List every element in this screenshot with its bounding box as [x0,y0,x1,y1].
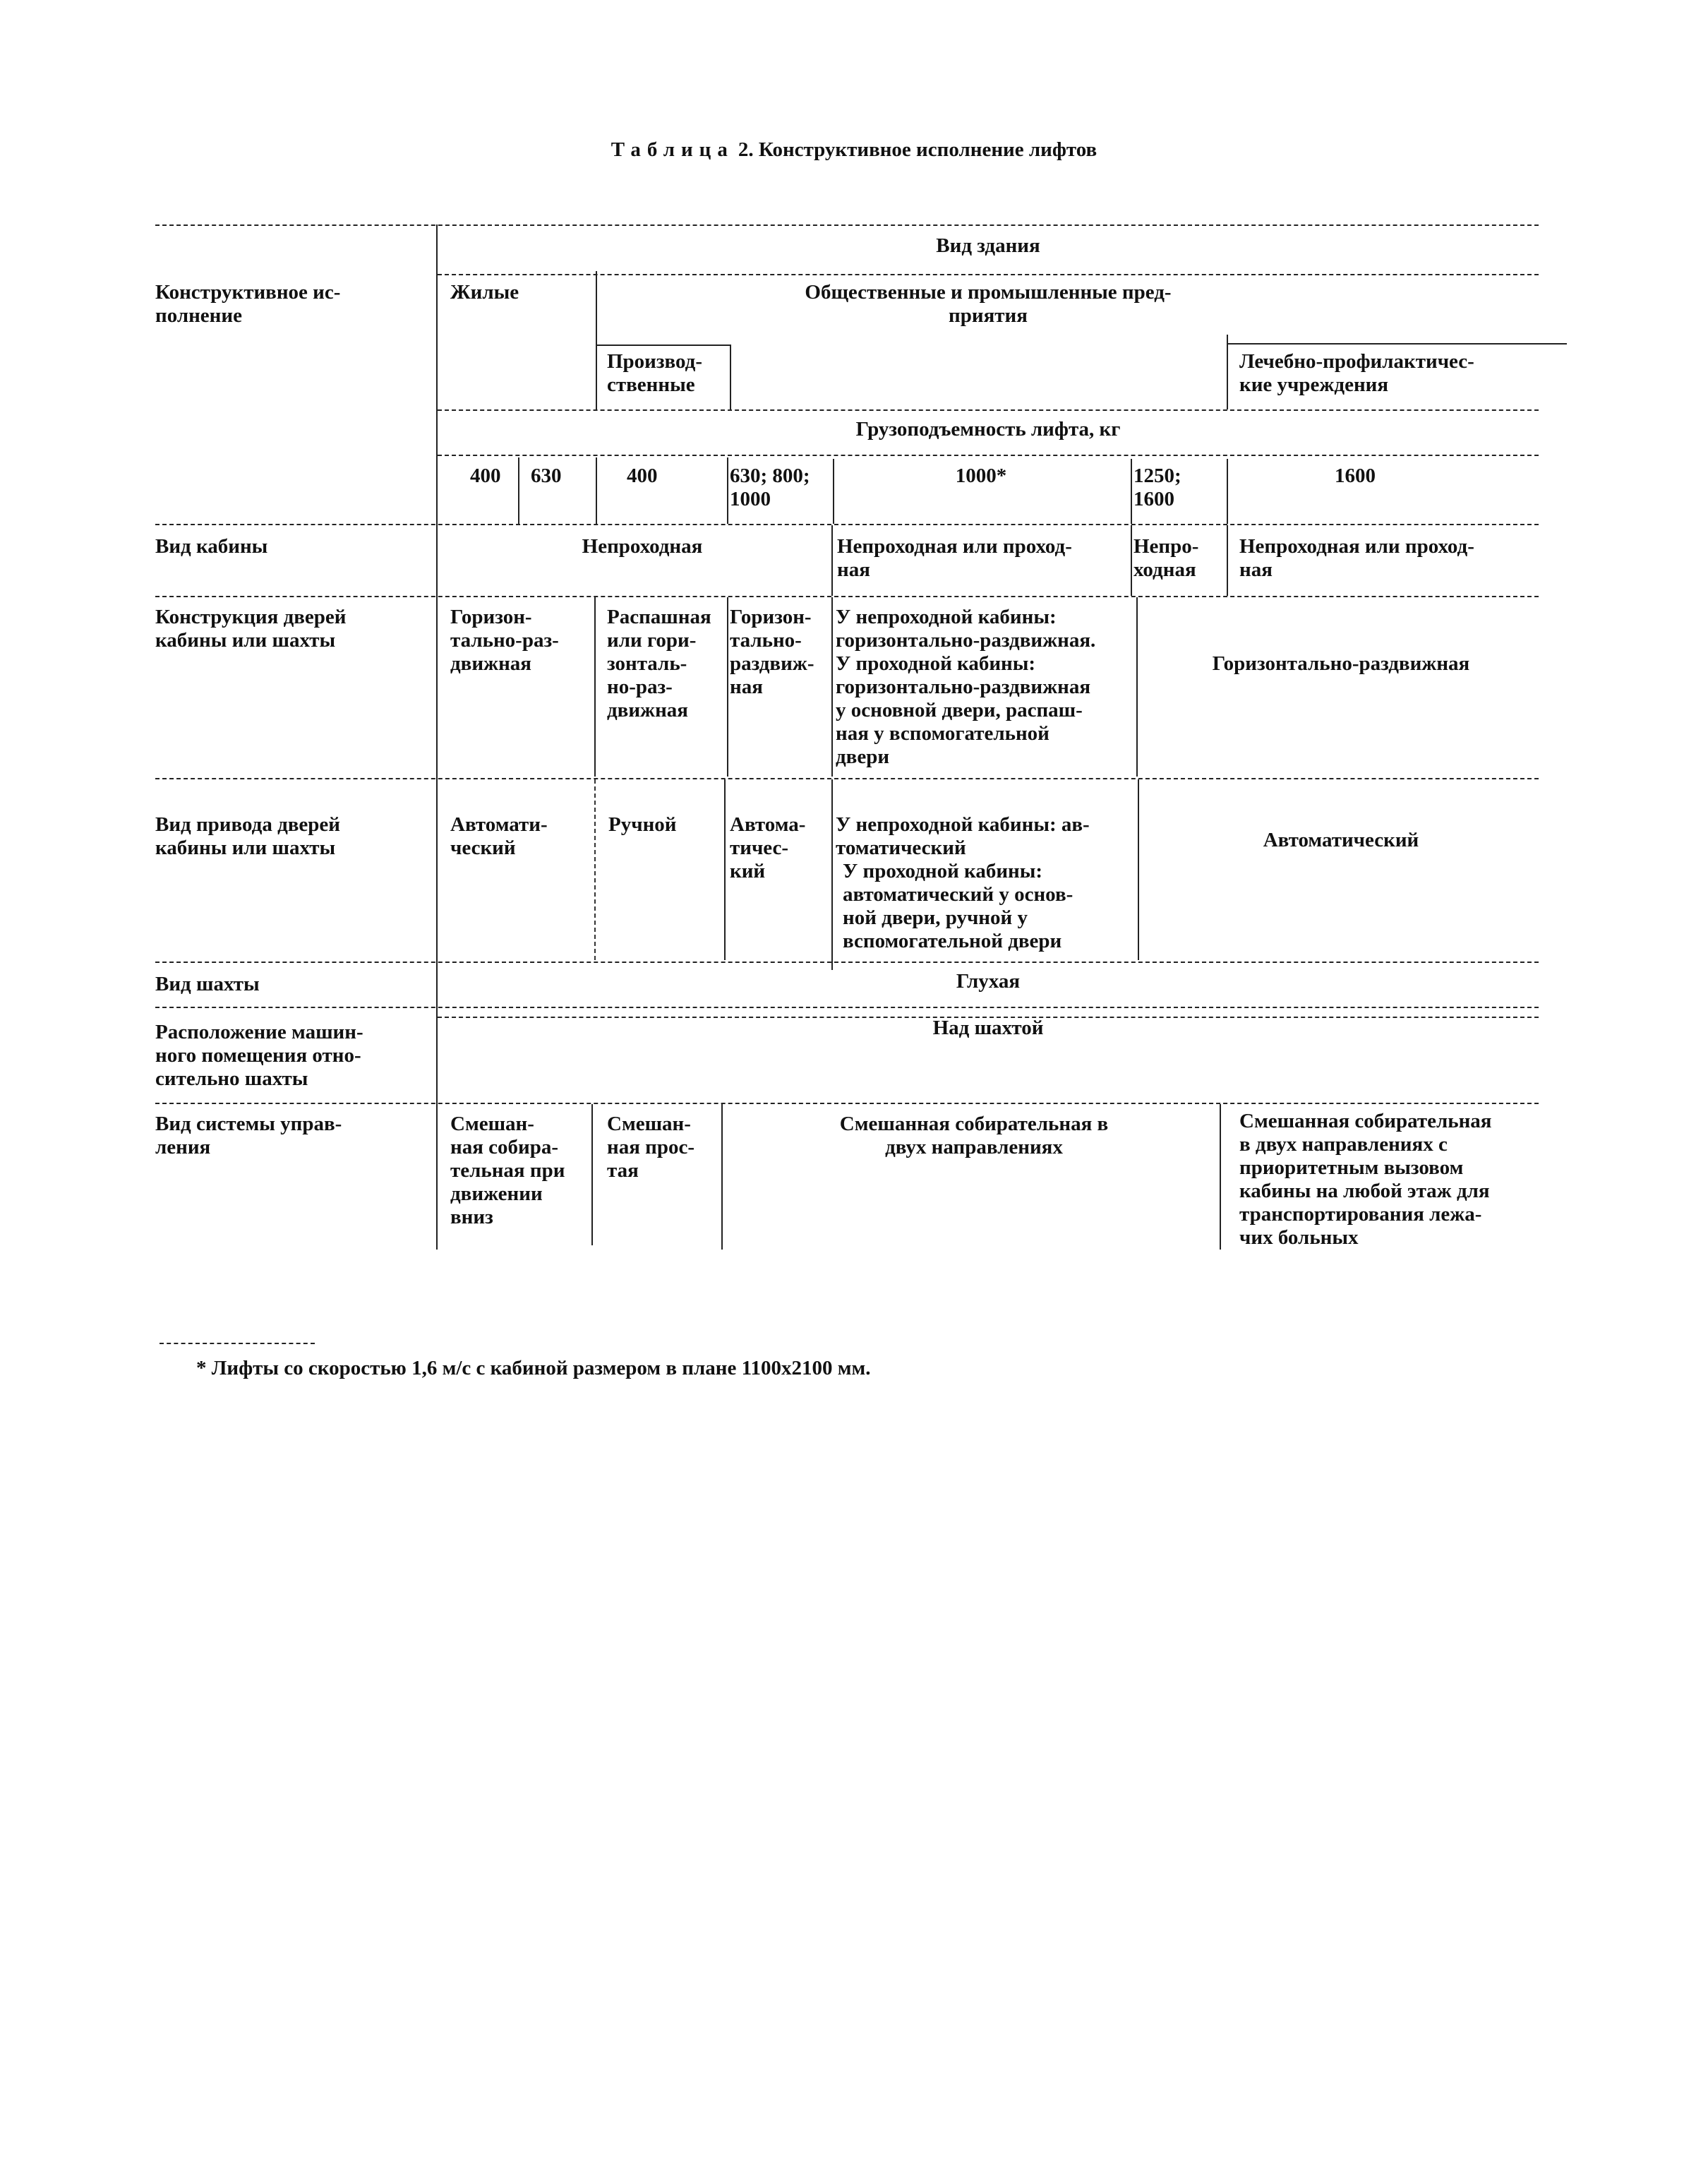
cell-upravl-obshch [734,1113,1214,1159]
cell-privod-1250-1600: Автоматический [1263,829,1419,851]
footnote: * Лифты со скоростью 1,6 м/с с кабиной размером в плане 1100х2100 мм. [196,1357,871,1379]
header-vid-zdaniya: Вид здания [936,234,1040,257]
header-obshchestvennye-line2: приятия [949,304,1028,327]
row-label-konstruktsiya-dverei-line2: кабины или шахты [155,629,336,652]
header-lechebnye-line1: Лечебно-профилактичес- [1239,350,1474,373]
row-label-sistema-upravleniya [155,1113,342,1159]
rule-cap-3 [727,457,728,524]
cell-dveri-630-line4: ная [730,676,763,698]
cell-privod-zhilye-line1: Автомати- [450,813,548,836]
header-obshchestvennye [734,281,1242,328]
cell-dveri-630-line1: Горизон- [730,606,812,628]
header-gruzopodemnost: Грузоподъемность лифта, кг [855,418,1121,441]
capacity-630-zhilye: 630 [531,465,562,487]
cell-dveri-zhilye [450,606,559,676]
row-label-sistema-upravleniya-line2: ления [155,1136,211,1158]
row-label-konstruktsiya-dverei [155,606,347,652]
rule-proizv-right [730,345,731,409]
cell-dveri-proizv-line1: Распашная [607,606,711,628]
capacity-400-zhilye: 400 [470,465,501,487]
cell-upravl-lechebnye-line6: чих больных [1239,1226,1359,1249]
cell-privod-zhilye [450,813,548,860]
capacity-1250-1600 [1133,465,1181,511]
cell-privod-1000 [836,813,1090,953]
rule-row-upravl [155,1103,1539,1104]
row-label-raspolozhenie [155,1021,363,1091]
rule-top [155,224,1539,226]
cell-upravl-proizv-line2: ная прос- [607,1136,695,1158]
cell-upravl-obshch-line2: двух направлениях [885,1136,1063,1158]
rule-kab-2 [1131,525,1132,596]
cell-upravl-zhilye-line2: ная собира- [450,1136,559,1158]
cell-shakhta-glukhaya: Глухая [956,970,1021,993]
rule-row-kabina [155,596,1539,597]
cell-privod-1000-line1: У непроходной кабины: ав- [836,813,1090,836]
cell-kabina-neprokh-ili-prokh-2 [1239,535,1474,582]
capacity-400-proizv: 400 [627,465,658,487]
row-label-raspolozhenie-line1: Расположение машин- [155,1021,363,1043]
rule-cap-4 [833,459,834,524]
cell-privod-1000-line3: У проходной кабины: [843,860,1043,882]
cell-dveri-proizv-line4: но-раз- [607,676,673,698]
cell-upravl-zhilye-line4: движении [450,1182,543,1205]
capacity-1600: 1600 [1335,465,1376,487]
row-label-sistema-upravleniya-line1: Вид системы управ- [155,1113,342,1135]
cell-raspolozhenie-nad-shakhtoi: Над шахтой [932,1017,1044,1039]
rule-label-column [436,224,438,1250]
rule-kab-3 [1227,525,1228,596]
rule-cap-6 [1227,459,1228,524]
cell-dveri-1000-line1: У непроходной кабины: [836,606,1057,628]
footnote-rule [160,1343,315,1344]
cell-dveri-1000-line3: У проходной кабины: [836,652,1036,675]
header-zhilye: Жилые [450,281,519,304]
cell-dveri-proizv-line5: движная [607,699,688,721]
cell-dveri-1000-line4: горизонтально-раздвижная [836,676,1091,698]
rule-up-3 [1220,1104,1221,1250]
cell-kabina-neprokhodnaya-short-line2: ходная [1133,558,1196,581]
cell-upravl-lechebnye-line2: в двух направлениях с [1239,1133,1448,1156]
rule-header-2b [1227,343,1567,345]
row-label-vid-privoda-line1: Вид привода дверей [155,813,340,836]
rule-pr-2 [724,779,726,960]
cell-kabina-neprokh-ili-prokh-2-line2: ная [1239,558,1273,581]
rule-pr-3 [831,779,833,970]
capacity-1250-1600-line2: 1600 [1133,488,1174,510]
cell-dveri-proizv [607,606,711,722]
cell-upravl-zhilye-line1: Смешан- [450,1113,534,1135]
cell-kabina-neprokhodnaya: Непроходная [582,535,703,558]
rule-dv-4 [1136,597,1138,777]
row-label-raspolozhenie-line3: сительно шахты [155,1067,308,1090]
rule-cap-5 [1131,459,1132,524]
rule-lechebn-left [1227,335,1228,409]
cell-dveri-1250-1600: Горизонтально-раздвижная [1212,652,1470,675]
cell-dveri-1000-line6: ная у вспомогательной [836,722,1050,745]
cell-upravl-zhilye-line3: тельная при [450,1159,565,1182]
header-proizvodstvennye [607,350,702,397]
row-label-vid-kabiny: Вид кабины [155,535,268,558]
cell-privod-zhilye-line2: ческий [450,837,516,859]
rule-header-1 [438,274,1539,275]
cell-kabina-neprokh-ili-prokh-2-line1: Непроходная или проход- [1239,535,1474,558]
rule-pr-1 [594,779,596,960]
cell-upravl-obshch-line1: Смешанная собирательная в [839,1113,1109,1135]
rule-row-privod [155,962,1539,963]
row-label-vid-privoda [155,813,340,860]
row-label-konstruktsiya-dverei-line1: Конструкция дверей [155,606,347,628]
rule-cap-1 [518,457,519,524]
rule-header-5 [155,524,1539,525]
cell-dveri-1000-line2: горизонтально-раздвижная. [836,629,1096,652]
rule-up-1 [591,1104,593,1245]
cell-kabina-neprokh-ili-prokh-line1: Непроходная или проход- [837,535,1072,558]
cell-upravl-lechebnye [1239,1110,1492,1250]
rule-row-shakhta [155,1007,1539,1008]
table-title [0,138,1708,162]
header-proizvodstvennye-line2: ственные [607,373,695,396]
header-row-label-line1: Конструктивное ис- [155,281,341,304]
cell-privod-1000-line4: автоматический у основ- [843,883,1073,906]
rule-up-2 [721,1104,723,1250]
cell-privod-630-line2: тичес- [730,837,789,859]
cell-upravl-zhilye [450,1113,565,1229]
cell-kabina-neprokh-ili-prokh-line2: ная [837,558,870,581]
rule-header-3 [438,409,1539,411]
cell-privod-630-line3: кий [730,860,766,882]
header-obshchestvennye-line1: Общественные и промышленные пред- [805,281,1172,304]
cell-privod-1000-line5: ной двери, ручной у [843,906,1028,929]
cell-upravl-proizv [607,1113,694,1182]
cell-privod-630-line1: Автома- [730,813,806,836]
cell-dveri-proizv-line3: зонталь- [607,652,687,675]
cell-upravl-zhilye-line5: вниз [450,1206,493,1228]
cell-dveri-zhilye-line3: движная [450,652,531,675]
rule-cap-2 [596,457,597,524]
cell-upravl-proizv-line3: тая [607,1159,639,1182]
rule-dv-3 [831,597,833,777]
cell-dveri-1000-line5: у основной двери, распаш- [836,699,1083,721]
cell-upravl-lechebnye-line5: транспортирования лежа- [1239,1203,1482,1226]
row-label-vid-shakhty: Вид шахты [155,973,260,995]
cell-dveri-zhilye-line1: Горизон- [450,606,532,628]
rule-pr-4 [1138,779,1139,960]
cell-dveri-zhilye-line2: тально-раз- [450,629,559,652]
cell-privod-proizv: Ручной [608,813,677,836]
capacity-630-800-1000-line1: 630; 800; [730,465,810,487]
cell-privod-630 [730,813,805,883]
cell-dveri-proizv-line2: или гори- [607,629,697,652]
rule-header-4 [438,455,1539,456]
rule-header-2a [597,345,730,346]
rule-row-dveri [155,778,1539,779]
cell-kabina-neprokhodnaya-short-line1: Непро- [1133,535,1199,558]
rule-dv-2 [727,597,728,777]
capacity-630-800-1000-line2: 1000 [730,488,771,510]
capacity-630-800-1000 [730,465,810,511]
rule-zhilye-obshch [596,271,597,409]
cell-privod-1000-line2: томатический [836,837,966,859]
cell-dveri-1000 [836,606,1095,769]
cell-kabina-neprokhodnaya-short [1133,535,1198,582]
row-label-vid-privoda-line2: кабины или шахты [155,837,336,859]
header-lechebnye [1239,350,1474,397]
cell-dveri-630-line2: тально- [730,629,802,652]
row-label-raspolozhenie-line2: ного помещения отно- [155,1044,361,1067]
cell-dveri-1000-line7: двери [836,745,890,768]
table-title-word: Таблица [611,138,734,161]
header-row-label-line2: полнение [155,304,242,327]
header-lechebnye-line2: кие учреждения [1239,373,1389,396]
capacity-1000-star: 1000* [955,465,1007,487]
cell-upravl-lechebnye-line3: приоритетным вызовом [1239,1156,1464,1179]
header-row-label [155,281,340,328]
cell-upravl-lechebnye-line4: кабины на любой этаж для [1239,1180,1490,1202]
header-proizvodstvennye-line1: Производ- [607,350,703,373]
capacity-1250-1600-line1: 1250; [1133,465,1181,487]
rule-dv-1 [594,597,596,777]
cell-upravl-lechebnye-line1: Смешанная собирательная [1239,1110,1492,1132]
cell-dveri-630 [730,606,814,699]
cell-dveri-630-line3: раздвиж- [730,652,814,675]
cell-kabina-neprokh-ili-prokh [837,535,1072,582]
cell-privod-1000-line6: вспомогательной двери [843,930,1062,952]
cell-upravl-proizv-line1: Смешан- [607,1113,691,1135]
table-title-text: 2. Конструктивное исполнение лифтов [738,138,1097,161]
